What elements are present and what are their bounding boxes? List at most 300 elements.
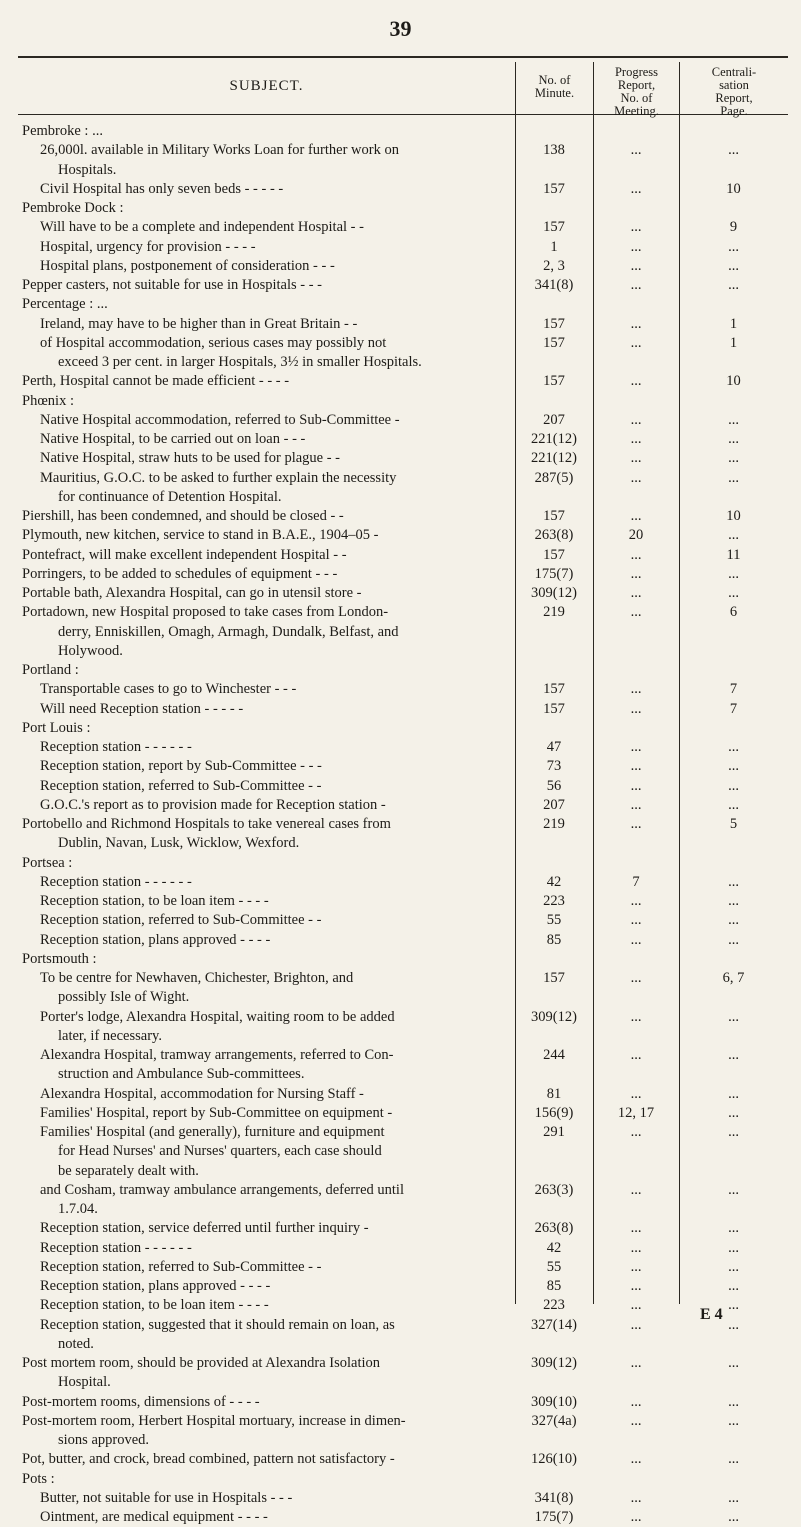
index-row [18, 334, 788, 353]
page-reference: ... [728, 431, 739, 447]
subject-text: Post mortem room, should be provided at Alexandra Isolation [22, 1355, 381, 1371]
minute-number: 156(9) [534, 1104, 574, 1121]
index-row [18, 642, 788, 661]
subject-text: Families' Hospital (and generally), furniture and equipment [40, 1124, 385, 1140]
subject-text: Hospital, urgency for provision - - - - [40, 238, 256, 255]
subject-text: Portable bath, Alexandra Hospital, can go in utensil store - [22, 585, 362, 601]
index-row [18, 757, 788, 776]
report-number: ... [630, 1316, 642, 1333]
report-number: ... [630, 1181, 642, 1198]
minute-number: 56 [546, 777, 562, 794]
subject-text: and Cosham, tramway ambulance arrangements, deferred until [40, 1181, 404, 1198]
report-number: ... [630, 1124, 642, 1140]
index-row [18, 353, 788, 372]
index-row [18, 1373, 788, 1392]
subject-text: Native Hospital, straw huts to be used for plague - - [40, 450, 340, 467]
index-row [18, 257, 788, 276]
report-number: ... [630, 604, 642, 621]
minute-number: 47 [546, 739, 562, 755]
report-number: ... [630, 219, 642, 236]
index-row [18, 488, 788, 507]
index-row [18, 584, 788, 603]
minute-number: 157 [543, 180, 565, 197]
minute-number: 138 [543, 142, 565, 159]
report-number: ... [630, 585, 642, 601]
subject-text: Will have to be a complete and independent Hospital - - [40, 219, 364, 236]
report-number: ... [630, 970, 642, 986]
report-number: ... [630, 257, 642, 274]
page-reference: ... [728, 1239, 739, 1256]
minute-number: 244 [543, 1047, 565, 1063]
index-row [18, 1470, 788, 1489]
index-row [18, 1277, 788, 1296]
index-row [18, 700, 788, 719]
page-reference: ... [728, 277, 739, 293]
report-number: ... [630, 777, 642, 794]
minute-number: 157 [543, 970, 565, 986]
subject-text: Hospital. [58, 1374, 111, 1391]
subject-text: exceed 3 per cent. in larger Hospitals, 3½ in smaller Hospitals. [58, 354, 422, 370]
page-reference: ... [728, 1104, 739, 1121]
index-row [18, 1412, 788, 1431]
subject-text: Piershill, has been condemned, and should be closed - - [22, 508, 344, 524]
minute-number: 126(10) [531, 1451, 577, 1468]
signature-mark: E 4 [700, 1306, 723, 1323]
index-row [18, 1142, 788, 1161]
index-row [18, 1296, 788, 1315]
minute-number: 157 [543, 700, 565, 717]
index-row [18, 1335, 788, 1354]
index-row [18, 1008, 788, 1027]
subject-text: of Hospital accommodation, serious cases may possibly not [40, 334, 387, 351]
index-row [18, 931, 788, 950]
subject-text: Alexandra Hospital, tramway arrangements, referred to Con- [40, 1047, 394, 1063]
table-header [18, 62, 788, 118]
index-row [18, 950, 788, 969]
subject-text: Portsmouth : [22, 950, 97, 967]
minute-number: 42 [546, 873, 562, 890]
minute-header: No. of Minute. [515, 62, 593, 114]
index-row [18, 1393, 788, 1412]
subject-text: later, if necessary. [58, 1027, 162, 1044]
index-row [18, 315, 788, 334]
page-reference: ... [728, 1451, 739, 1468]
index-row [18, 854, 788, 873]
index-row [18, 1316, 788, 1335]
index-row [18, 276, 788, 295]
index-row [18, 834, 788, 853]
subject-text: Hospital plans, postponement of consideration - - - [40, 257, 335, 274]
page-reference: ... [728, 1316, 739, 1333]
top-rule [18, 56, 788, 58]
subject-text: 1.7.04. [58, 1201, 98, 1217]
minute-number: 73 [546, 758, 562, 775]
report-number: ... [630, 931, 642, 948]
subject-text: Ointment, are medical equipment - - - - [40, 1509, 268, 1525]
subject-text: Native Hospital, to be carried out on loan - - - [40, 431, 306, 447]
report-number: ... [630, 1239, 642, 1256]
index-row [18, 449, 788, 468]
report-number: ... [630, 1412, 642, 1429]
report-number: ... [630, 180, 642, 197]
subject-text: struction and Ambulance Sub-committees. [58, 1066, 305, 1083]
page-reference: ... [728, 1124, 739, 1140]
page-reference: ... [728, 777, 739, 794]
report-number: ... [630, 1393, 642, 1410]
subject-text: G.O.C.'s report as to provision made for Reception station - [40, 796, 386, 813]
index-row [18, 1258, 788, 1277]
index-row [18, 1027, 788, 1046]
minute-number: 175(7) [534, 565, 574, 582]
index-row [18, 392, 788, 411]
minute-number: 207 [543, 796, 565, 813]
minute-number: 157 [543, 315, 565, 332]
subject-text: Alexandra Hospital, accommodation for Nursing Staff - [40, 1085, 364, 1102]
subject-text: Pembroke Dock : [22, 200, 124, 216]
subject-text: be separately dealt with. [58, 1162, 199, 1179]
minute-number: 85 [546, 1278, 562, 1294]
subject-text: Reception station - - - - - - [40, 739, 192, 755]
minute-number: 309(10) [531, 1393, 577, 1410]
subject-text: Post-mortem rooms, dimensions of - - - - [22, 1393, 260, 1410]
minute-number: 309(12) [531, 1355, 577, 1371]
minute-number: 341(8) [534, 277, 574, 293]
minute-number: 157 [543, 508, 565, 524]
report-number: ... [630, 796, 642, 813]
report-number: 12, 17 [617, 1104, 655, 1121]
subject-text: Porter's lodge, Alexandra Hospital, waiting room to be added [40, 1008, 395, 1025]
index-row [18, 1431, 788, 1450]
index-row [18, 295, 788, 314]
minute-number: 327(4a) [531, 1412, 577, 1429]
index-row [18, 1508, 788, 1527]
index-row [18, 680, 788, 699]
subject-text: Reception station, service deferred until further inquiry - [40, 1220, 369, 1237]
subject-text: Portobello and Richmond Hospitals to take venereal cases from [22, 816, 391, 832]
subject-text: Hospitals. [58, 161, 117, 178]
page-reference: ... [728, 469, 739, 486]
subject-text: Families' Hospital, report by Sub-Committee on equipment - [40, 1104, 393, 1121]
report-number: ... [630, 1085, 642, 1102]
index-row [18, 238, 788, 257]
minute-number: 223 [543, 893, 565, 909]
index-row [18, 218, 788, 237]
report-number: ... [630, 1355, 642, 1371]
index-row [18, 526, 788, 545]
page-reference: 1 [729, 334, 738, 351]
minute-number: 157 [543, 334, 565, 351]
page-reference: ... [728, 142, 739, 159]
index-row [18, 1046, 788, 1065]
report-number: ... [630, 431, 642, 447]
report-number: ... [630, 334, 642, 351]
page-reference: ... [728, 1355, 739, 1371]
subject-text: Reception station, plans approved - - - - [40, 1278, 271, 1294]
subject-text: Dublin, Navan, Lusk, Wicklow, Wexford. [58, 835, 300, 852]
page-reference: ... [728, 238, 739, 255]
index-row [18, 161, 788, 180]
index-row [18, 738, 788, 757]
minute-number: 1 [550, 238, 558, 255]
minute-number: 223 [543, 1297, 565, 1314]
minute-number: 219 [543, 816, 565, 832]
minute-number: 55 [546, 912, 562, 929]
subject-text: Reception station, suggested that it should remain on loan, as [40, 1316, 395, 1333]
index-row [18, 430, 788, 449]
report-number: ... [630, 1047, 642, 1063]
report-number: ... [630, 1220, 642, 1237]
subject-text: Reception station, referred to Sub-Committee - - [40, 1258, 322, 1275]
report-number: ... [630, 411, 642, 428]
page-reference: ... [728, 1412, 739, 1429]
page-reference: ... [728, 912, 739, 929]
page-reference: 11 [726, 546, 741, 563]
report-number: ... [630, 565, 642, 582]
page-reference: ... [728, 931, 739, 948]
report-number: ... [630, 1008, 642, 1025]
report-number: ... [630, 373, 642, 390]
report-number: ... [630, 816, 642, 832]
report-number: ... [630, 142, 642, 159]
report-number: ... [630, 1451, 642, 1468]
page-reference: ... [728, 565, 739, 582]
index-row [18, 1450, 788, 1469]
minute-number: 341(8) [534, 1489, 574, 1506]
index-row [18, 507, 788, 526]
page-reference: ... [728, 1085, 739, 1102]
page-header: Centrali- sation Report, Page. [679, 62, 788, 114]
report-number: ... [630, 238, 642, 255]
page-reference: 10 [726, 180, 741, 197]
page-reference: ... [728, 585, 739, 601]
report-number: 20 [628, 527, 644, 544]
minute-number: 221(12) [531, 431, 577, 447]
subject-text: Transportable cases to go to Winchester - - - [40, 681, 297, 698]
page-reference: ... [728, 1297, 739, 1314]
report-number: ... [630, 739, 642, 755]
page-reference: 7 [729, 681, 738, 698]
subject-text: Reception station - - - - - - [40, 873, 192, 890]
index-row [18, 1239, 788, 1258]
minute-number: 219 [543, 604, 565, 621]
page-reference: ... [728, 1220, 739, 1237]
minute-number: 175(7) [534, 1509, 574, 1525]
minute-number: 157 [543, 681, 565, 698]
index-row [18, 777, 788, 796]
subject-text: Mauritius, G.O.C. to be asked to further explain the necessity [40, 469, 397, 486]
report-number: ... [630, 1509, 642, 1525]
index-row [18, 603, 788, 622]
index-row [18, 1200, 788, 1219]
minute-number: 309(12) [531, 585, 577, 601]
page-reference: ... [728, 1393, 739, 1410]
index-row [18, 199, 788, 218]
report-number: ... [630, 277, 642, 293]
page-reference: 10 [726, 508, 741, 524]
report-number: ... [630, 1489, 642, 1506]
minute-number: 55 [546, 1258, 562, 1275]
index-row [18, 1104, 788, 1123]
minute-number: 287(5) [534, 469, 574, 486]
page-reference: ... [728, 758, 739, 775]
subject-text: Reception station, to be loan item - - - - [40, 1297, 269, 1314]
subject-text: Reception station, report by Sub-Committee - - - [40, 758, 322, 775]
subject-text: noted. [58, 1335, 94, 1352]
report-number: ... [630, 450, 642, 467]
page-reference: 7 [729, 700, 738, 717]
index-row [18, 372, 788, 391]
index-row [18, 661, 788, 680]
subject-text: Native Hospital accommodation, referred to Sub-Committee - [40, 411, 400, 428]
page-reference: 1 [729, 315, 738, 332]
subject-text: Portland : [22, 662, 79, 678]
subject-text: Phœnix : [22, 392, 74, 409]
minute-number: 42 [546, 1239, 562, 1256]
index-row [18, 796, 788, 815]
page-reference: ... [728, 1258, 739, 1275]
report-number: ... [630, 546, 642, 563]
page-reference: 6 [729, 604, 738, 621]
index-row [18, 719, 788, 738]
minute-number: 2, 3 [543, 257, 565, 274]
index-row [18, 911, 788, 930]
minute-number: 263(3) [534, 1181, 574, 1198]
index-row [18, 565, 788, 584]
index-row [18, 411, 788, 430]
report-header: Progress Report, No. of Meeting. [593, 62, 679, 114]
report-number: ... [630, 681, 642, 698]
subject-text: Reception station, referred to Sub-Committee - - [40, 777, 322, 794]
subject-text: Reception station, to be loan item - - - - [40, 893, 269, 909]
minute-number: 263(8) [534, 1220, 574, 1237]
subject-text: Percentage : ... [22, 296, 108, 313]
index-row [18, 892, 788, 911]
page-reference: 5 [729, 816, 738, 832]
index-row [18, 873, 788, 892]
index-row [18, 969, 788, 988]
subject-text: Port Louis : [22, 719, 91, 736]
page-reference: ... [728, 1047, 739, 1063]
report-number: ... [630, 1258, 642, 1275]
page-reference: 10 [726, 373, 741, 390]
page-reference: ... [728, 450, 739, 467]
subject-text: for Head Nurses' and Nurses' quarters, each case should [58, 1143, 382, 1160]
index-table-body [18, 122, 788, 1527]
report-number: ... [630, 893, 642, 909]
subject-text: Portsea : [22, 854, 73, 871]
report-number: ... [630, 469, 642, 486]
subject-text: derry, Enniskillen, Omagh, Armagh, Dundalk, Belfast, and [58, 623, 399, 640]
minute-number: 157 [543, 546, 565, 563]
subject-text: Will need Reception station - - - - - [40, 700, 244, 717]
index-row [18, 1489, 788, 1508]
index-row [18, 141, 788, 160]
subject-text: Pot, butter, and crock, bread combined, pattern not satisfactory - [22, 1451, 395, 1468]
report-number: ... [630, 758, 642, 775]
index-row [18, 1085, 788, 1104]
subject-text: Reception station, referred to Sub-Committee - - [40, 912, 322, 929]
subject-text: Pepper casters, not suitable for use in Hospitals - - - [22, 277, 322, 293]
subject-text: Post-mortem room, Herbert Hospital mortuary, increase in dimen- [22, 1412, 406, 1429]
report-number: ... [630, 912, 642, 929]
minute-number: 327(14) [531, 1316, 577, 1333]
page-reference: ... [728, 527, 739, 544]
subject-text: 26,000l. available in Military Works Loan for further work on [40, 142, 399, 159]
index-row [18, 180, 788, 199]
page-reference: ... [728, 796, 739, 813]
index-row [18, 122, 788, 141]
index-row [18, 469, 788, 488]
subject-text: Pots : [22, 1470, 55, 1487]
subject-text: Reception station - - - - - - [40, 1239, 192, 1256]
report-number: ... [630, 1278, 642, 1294]
subject-text: Pontefract, will make excellent independent Hospital - - [22, 546, 347, 563]
report-number: ... [630, 700, 642, 717]
index-row [18, 1354, 788, 1373]
subject-text: Ireland, may have to be higher than in Great Britain - - [40, 315, 358, 332]
minute-number: 309(12) [531, 1008, 577, 1025]
page-reference: ... [728, 739, 739, 755]
minute-number: 157 [543, 219, 565, 236]
minute-number: 85 [546, 931, 562, 948]
report-number: ... [630, 315, 642, 332]
index-row [18, 815, 788, 834]
subject-text: Reception station, plans approved - - - - [40, 931, 271, 948]
subject-text: Plymouth, new kitchen, service to stand in B.A.E., 1904–05 - [22, 527, 379, 544]
page-reference: ... [728, 1181, 739, 1198]
subject-text: possibly Isle of Wight. [58, 989, 190, 1006]
subject-text: for continuance of Detention Hospital. [58, 488, 282, 505]
subject-text: Butter, not suitable for use in Hospitals - - - [40, 1489, 293, 1506]
minute-number: 157 [543, 373, 565, 390]
page-reference: ... [728, 873, 739, 890]
subject-text: Portadown, new Hospital proposed to take cases from London- [22, 604, 389, 621]
page-number: 39 [389, 16, 412, 41]
page-reference: 6, 7 [722, 970, 745, 986]
minute-number: 291 [543, 1124, 565, 1140]
index-row [18, 1123, 788, 1142]
index-row [18, 988, 788, 1007]
subject-text: Pembroke : ... [22, 123, 103, 139]
page-reference: ... [728, 1008, 739, 1025]
subject-text: Perth, Hospital cannot be made efficient - - - - [22, 373, 290, 390]
index-row [18, 546, 788, 565]
subject-text: sions approved. [58, 1432, 150, 1448]
index-row [18, 1162, 788, 1181]
page-reference: ... [728, 411, 739, 428]
minute-number: 221(12) [531, 450, 577, 467]
subject-text: To be centre for Newhaven, Chichester, Brighton, and [40, 970, 354, 986]
subject-header: SUBJECT. [229, 78, 304, 94]
page-reference: 9 [729, 219, 738, 236]
page-reference: ... [728, 1278, 739, 1294]
minute-number: 263(8) [534, 527, 574, 544]
index-row [18, 1065, 788, 1084]
subject-text: Civil Hospital has only seven beds - - - - - [40, 180, 284, 197]
index-row [18, 623, 788, 642]
subject-text: Holywood. [58, 642, 123, 659]
page-reference: ... [728, 257, 739, 274]
report-number: 7 [632, 873, 640, 890]
page-reference: ... [728, 1509, 739, 1525]
report-number: ... [630, 508, 642, 524]
report-number: ... [630, 1297, 642, 1314]
minute-number: 207 [543, 411, 565, 428]
subject-text: Porringers, to be added to schedules of equipment - - - [22, 565, 338, 582]
page-reference: ... [728, 893, 739, 909]
index-row [18, 1219, 788, 1238]
page-reference: ... [728, 1489, 739, 1506]
